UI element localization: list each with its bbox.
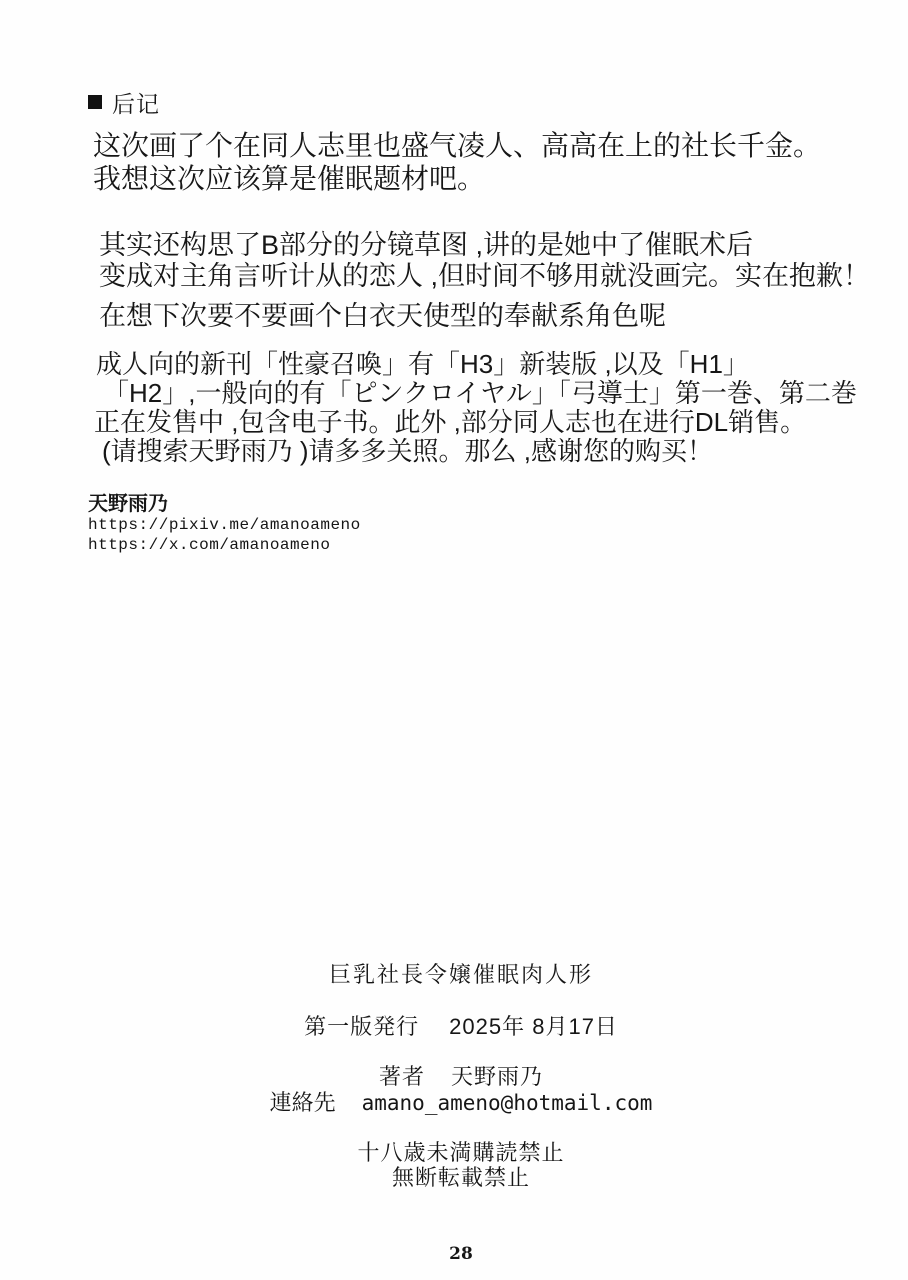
intro-line: 这次画了个在同人志里也盛气凌人、高高在上的社长千金。 — [93, 130, 822, 161]
page-number: 28 — [449, 1244, 473, 1264]
edition-line: 第一版発行 2025年 8月17日 — [304, 1014, 618, 1039]
section-heading-label: 后记 — [112, 91, 160, 117]
no-reprint-notice: 無断転載禁止 — [391, 1165, 530, 1190]
intro-paragraph — [93, 129, 821, 195]
x-link: https://x.com/amanoameno — [88, 536, 331, 554]
section-marker-icon — [88, 95, 102, 109]
promo-line: (请搜索天野雨乃 )请多多关照。那么 ,感谢您的购买！ — [102, 436, 713, 466]
contact-email: amano_ameno@hotmail.com — [361, 1091, 653, 1115]
pixiv-link: https://pixiv.me/amanoameno — [88, 516, 361, 534]
promo-line: 正在发售中 ,包含电子书。此外 ,部分同人志也在进行DL销售。 — [94, 407, 807, 437]
book-title: 巨乳社長令嬢催眠肉人形 — [328, 962, 593, 987]
next-work-paragraph — [99, 301, 666, 331]
contact-label: 連絡先 — [269, 1090, 336, 1115]
storyboard-paragraph — [99, 230, 870, 292]
next-work-line: 在想下次要不要画个白衣天使型的奉献系角色呢 — [99, 301, 666, 331]
promo-line: 成人向的新刊「性豪召喚」有「H3」新装版 ,以及「H1」 — [96, 349, 749, 379]
author-label: 著者 — [378, 1064, 425, 1089]
promo-paragraph — [93, 350, 857, 466]
storyboard-line: 其实还构思了B部分的分镜草图 ,讲的是她中了催眠术后 — [99, 230, 754, 260]
intro-line: 我想这次应该算是催眠题材吧。 — [93, 163, 486, 194]
age-restriction-notice: 十八歳未満購読禁止 — [357, 1140, 565, 1165]
colophon-author-name: 天野雨乃 — [451, 1064, 544, 1089]
storyboard-line: 变成对主角言听计从的恋人 ,但时间不够用就没画完。实在抱歉！ — [99, 261, 871, 291]
contact-line — [0, 1086, 908, 1117]
author-name: 天野雨乃 — [88, 491, 168, 515]
promo-line: 「H2」,一般向的有「ピンクロイヤル」「弓導士」第一巻、第二巻 — [103, 378, 857, 408]
section-heading — [88, 92, 160, 116]
author-block — [88, 491, 361, 555]
